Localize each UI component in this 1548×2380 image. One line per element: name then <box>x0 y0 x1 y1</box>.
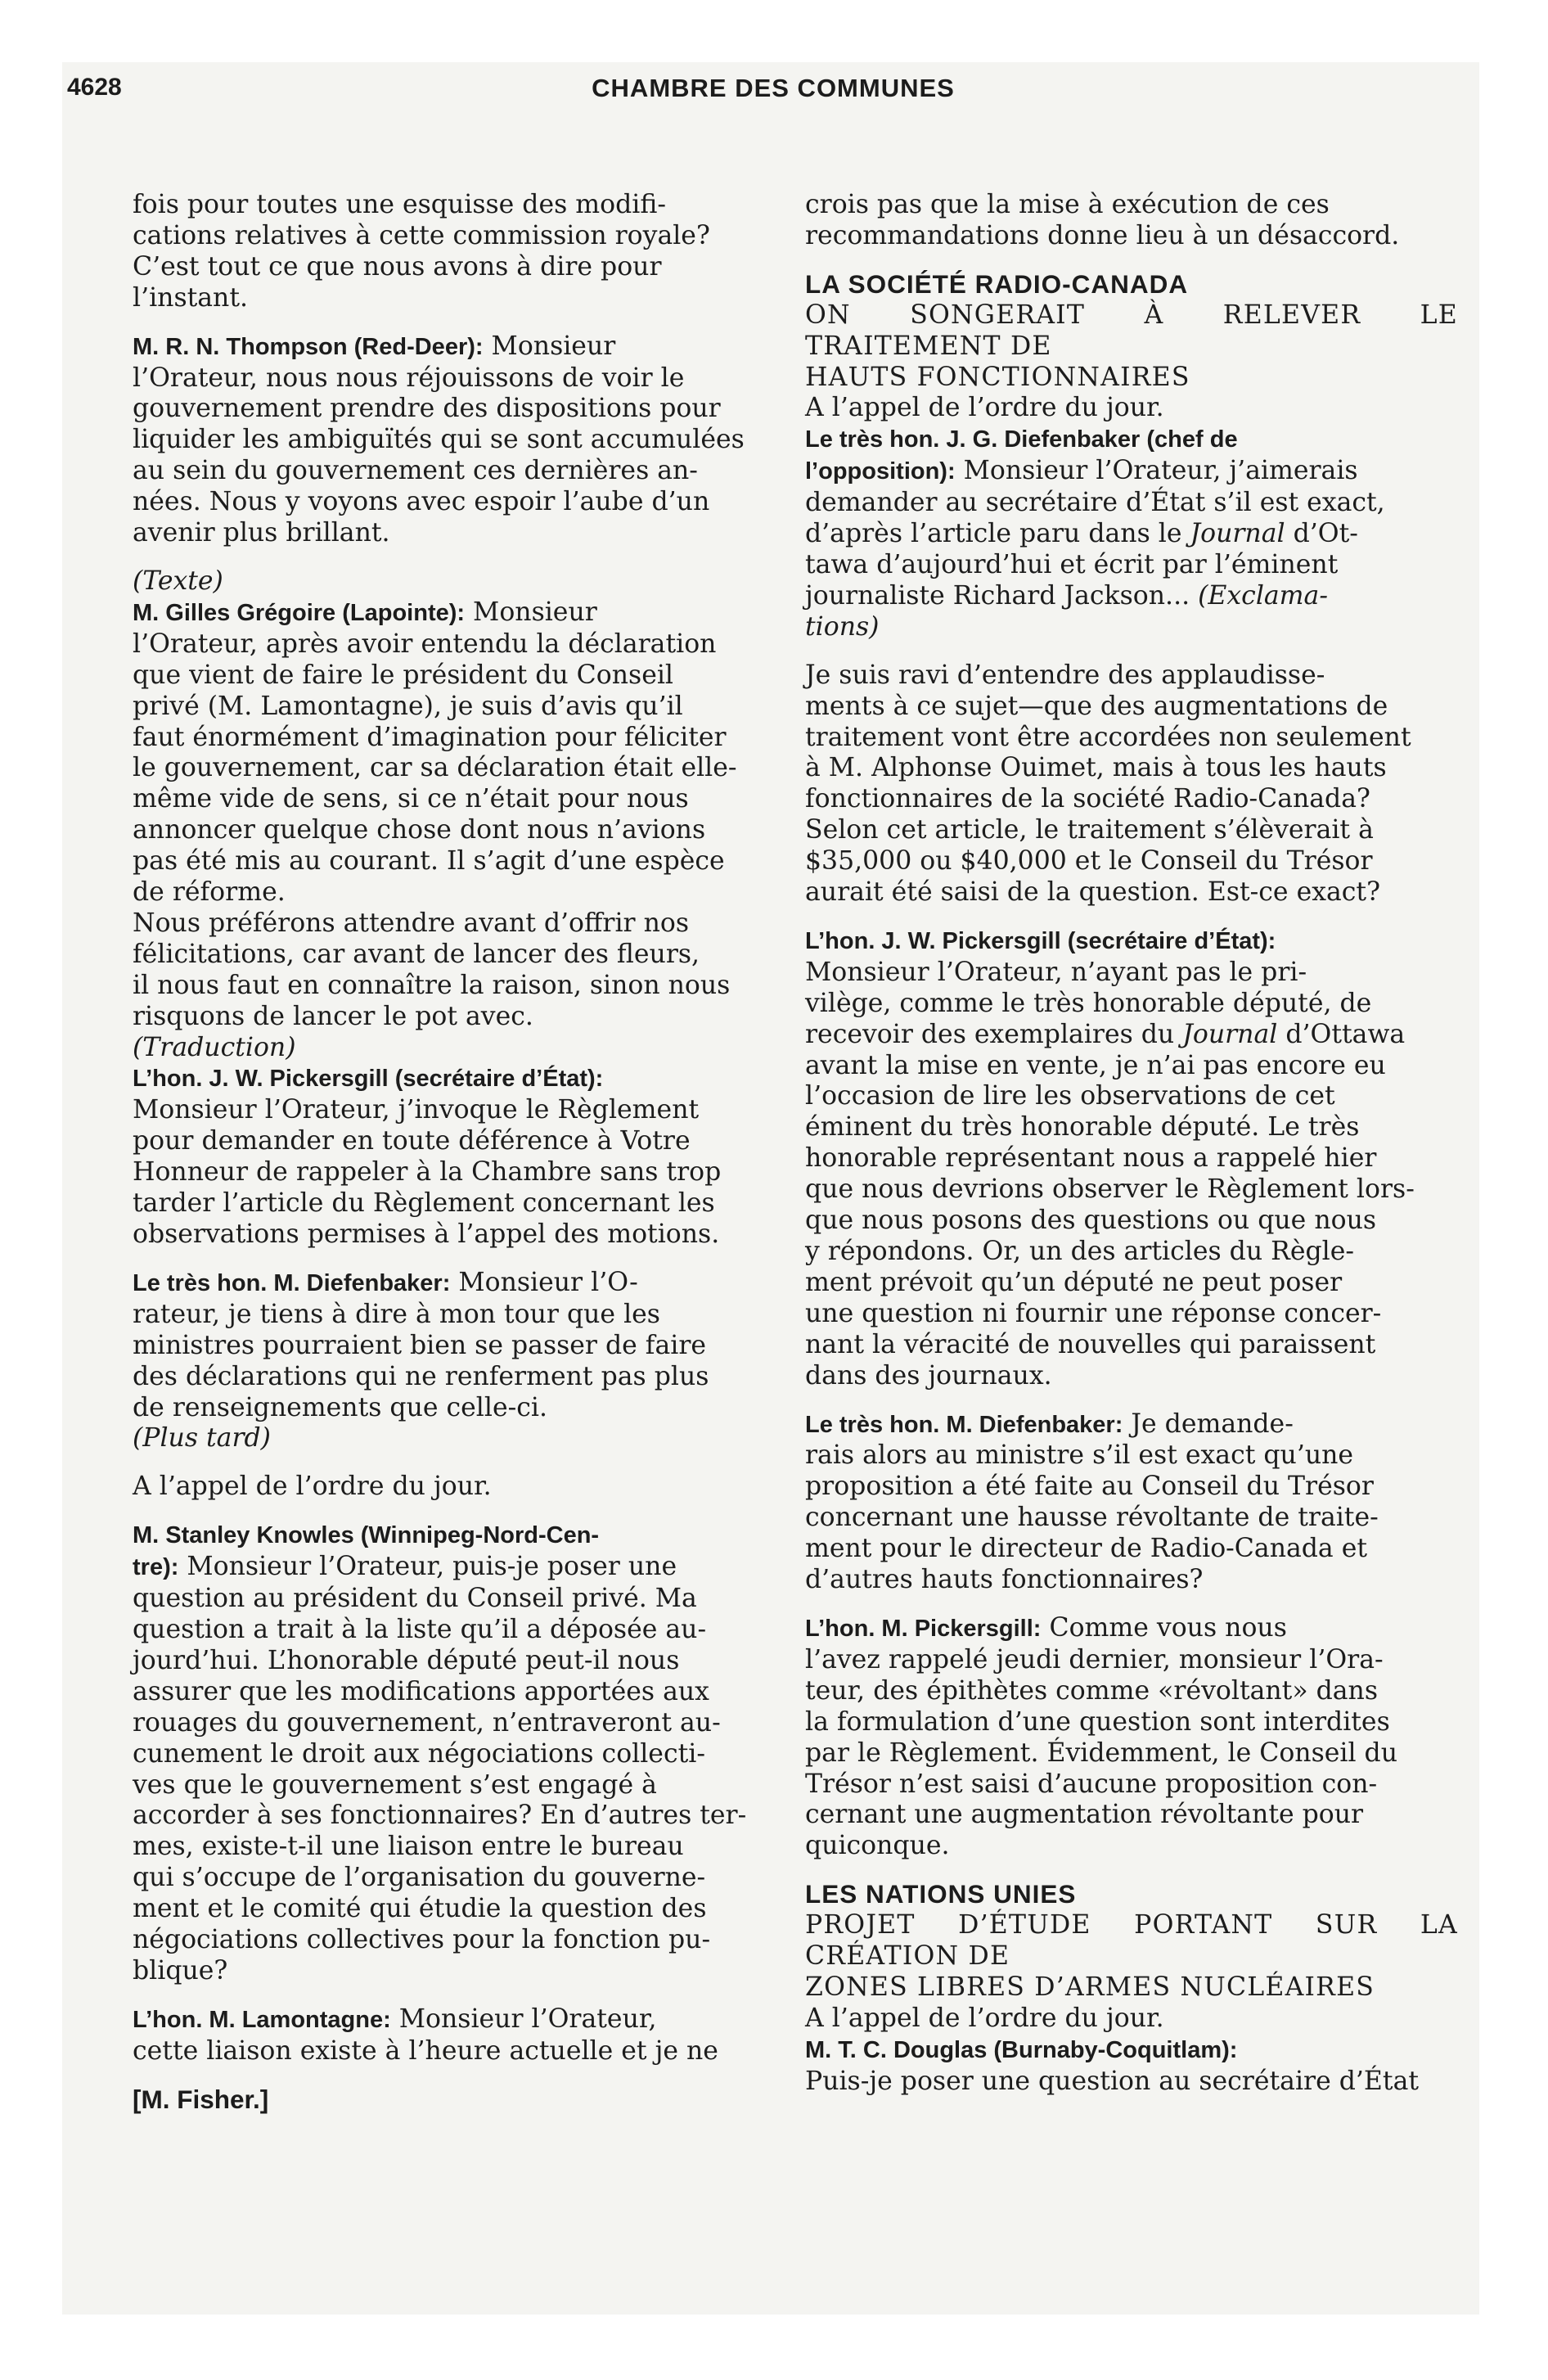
speech-text: Puis-je poser une question au secrétaire d’État <box>805 2066 1420 2096</box>
paragraph: crois pas que la mise à exécution de ces recommandations donne lieu à un désaccord. <box>805 190 1400 250</box>
speaker-name: M. T. C. Douglas (Burnaby-Coquitlam): <box>805 2036 1238 2063</box>
paragraph <box>133 2004 785 2067</box>
speech-text: d’Ottawa avant la mise en vente, je n’ai pas encore eu l’occasion de lire les observations de cet éminent du très honorable député. Le très honorable représentant nous a rappelé hier que nous devrions observer le Règlement lors- que nous posons des questions ou que nous y répondons. Or, un des articles du Règle- ment prévoit qu’un député ne peut poser une question ni fournir une réponse concer- nant la véracité de nouvelles qui paraissent dans des journaux. <box>805 1019 1415 1391</box>
speaker-name: M. Gilles Grégoire (Lapointe): <box>133 599 466 626</box>
time-note: (Plus tard) <box>133 1423 271 1454</box>
speech-text: Monsieur l’Orateur, j’invoque le Règlement pour demander en toute déférence à Votre Honneur de rappeler à la Chambre sans trop tarder l’article du Règlement concernant les observations permises à l’appel des motions. <box>133 1095 722 1249</box>
paragraph: fois pour toutes une esquisse des modifi- cations relatives à cette commission royale? C’est tout ce que nous avons à dire pour l’instant. <box>133 190 710 313</box>
section-subtitle: ON SONGERAIT À RELEVER LE TRAITEMENT DE HAUTS FONCTIONNAIRES <box>805 300 1458 392</box>
speaker-name: L’hon. J. W. Pickersgill (secrétaire d’État): <box>805 927 1276 954</box>
speech-text: Monsieur l’Orateur, puis-je poser une question au président du Conseil privé. Ma question a trait à la liste qu’il a déposée au- jourd’hui. L’honorable député peut-il nous assurer que les modifications apportées aux rouages du gouvernement, n’entraveront au- cunement le droit aux négociations collecti- ves que le gouvernement s’est engagé à accorder à ses fonctionnaires? En d’autres ter- mes, existe-t-il une liaison entre le bureau qui s’occupe de l’organisation du gouverne- ment et le comité qui étudie la question des négociations collectives pour la fonction pu- blique? <box>133 1552 747 1986</box>
paragraph: Nous préférons attendre avant d’offrir nos félicitations, car avant de lancer des fleurs, il nous faut en connaître la raison, sinon nous risquons de lancer le pot avec. <box>133 908 731 1031</box>
paragraph <box>805 2035 1458 2098</box>
interjection-note: (Exclama- tions) <box>805 580 1328 642</box>
paragraph <box>133 331 785 549</box>
paragraph <box>133 1520 785 1987</box>
paragraph <box>805 1613 1458 1862</box>
speaker-name: M. Stanley Knowles (Winnipeg-Nord-Cen- tre): <box>133 1522 600 1581</box>
speech-text: Monsieur l’Orateur, cette liaison existe à l’heure actuelle et je ne <box>133 2004 718 2066</box>
paragraph: Je suis ravi d’entendre des applaudisse- ments à ce sujet—que des augmentations de traitement vont être accordées non seulement à M. Alphonse Ouimet, mais à tous les hauts fonctionnaires de la société Radio-Canada? Selon cet article, le traitement s’élèverait à $35,000 ou $40,000 et le Conseil du Trésor aurait été saisi de la question. Est-ce exact? <box>805 660 1411 908</box>
newspaper-name: Journal <box>1182 1019 1278 1049</box>
speech-text: Monsieur l’Orateur, après avoir entendu la déclaration que vient de faire le président du Conseil privé (M. Lamontagne), je suis d’avis qu’il faut énormément d’imagination pour féliciter le gouvernement, car sa déclaration était elle- même vide de sens, si ce n’était pour nous annoncer quelque chose dont nous n’avions pas été mis au courant. Il s’agit d’une espèce de réforme. <box>133 597 737 908</box>
speaker-name: L’hon. M. Pickersgill: <box>805 1615 1042 1642</box>
speaker-name: M. R. N. Thompson (Red-Deer): <box>133 333 484 360</box>
language-note: (Texte) <box>133 566 223 596</box>
paragraph: A l’appel de l’ordre du jour. <box>805 2003 1164 2033</box>
paragraph <box>133 597 785 908</box>
paragraph <box>805 1409 1458 1596</box>
page-header <box>67 74 1479 123</box>
section-title: LES NATIONS UNIES <box>805 1879 1077 1909</box>
paragraph <box>805 424 1458 642</box>
section-title: LA SOCIÉTÉ RADIO-CANADA <box>805 268 1189 299</box>
right-column <box>805 190 1458 2098</box>
paragraph: A l’appel de l’ordre du jour. <box>805 393 1164 423</box>
page-number: 4628 <box>67 74 122 101</box>
language-note: (Traduction) <box>133 1032 296 1062</box>
speaker-name: L’hon. J. W. Pickersgill (secrétaire d’État): <box>133 1066 604 1093</box>
paragraph: A l’appel de l’ordre du jour. <box>133 1472 492 1502</box>
section-subtitle: PROJET D’ÉTUDE PORTANT SUR LA CRÉATION DE ZONES LIBRES D’ARMES NUCLÉAIRES <box>805 1910 1458 2002</box>
newspaper-name: Journal <box>1190 519 1285 549</box>
speaker-name: L’hon. M. Lamontagne: <box>133 2006 391 2033</box>
speech-text: Monsieur l’Orateur, n’ayant pas le pri- vilège, comme le très honorable député, de recevoir des exemplaires du <box>805 957 1372 1049</box>
speaker-name: Le très hon. M. Diefenbaker: <box>805 1411 1123 1438</box>
paragraph <box>805 926 1458 1392</box>
speaker-name: Le très hon. J. G. Diefenbaker (chef de l’opposition): <box>805 426 1238 485</box>
paragraph <box>133 1268 785 1424</box>
speech-text: Comme vous nous l’avez rappelé jeudi dernier, monsieur l’Ora- teur, des épithètes comme «révoltant» dans la formulation d’une question sont interdites par le Règlement. Évidemment, le Conseil du Trésor n’est saisi d’aucune proposition con- cernant une augmentation révoltante pour quiconque. <box>805 1612 1397 1861</box>
speaker-name: Le très hon. M. Diefenbaker: <box>133 1269 451 1296</box>
speech-text: Je demande- rais alors au ministre s’il est exact qu’une proposition a été faite au Conseil du Trésor concernant une hausse révoltante de traite- ment pour le directeur de Radio-Canada et d’autres hauts fonctionnaires? <box>805 1409 1379 1595</box>
running-head: CHAMBRE DES COMMUNES <box>592 74 955 102</box>
paragraph <box>133 1063 785 1250</box>
speech-text: Monsieur l’O- rateur, je tiens à dire à mon tour que les ministres pourraient bien se passer de faire des déclarations qui ne renferment pas plus de renseignements que celle-ci. <box>133 1267 709 1422</box>
left-column <box>133 190 785 2116</box>
speech-text: Monsieur l’Orateur, j’aimerais demander au secrétaire d’État s’il est exact, d’après l’article paru dans le <box>805 456 1385 549</box>
page-signoff: [M. Fisher.] <box>133 2084 269 2114</box>
speech-text: d’Ot- tawa d’aujourd’hui et écrit par l’éminent journaliste Richard Jackson... <box>805 519 1358 611</box>
speech-text: Monsieur l’Orateur, nous nous réjouissons de voir le gouvernement prendre des dispositions pour liquider les ambiguïtés qui se sont accumulées au sein du gouvernement ces dernières an- nées. Nous y voyons avec espoir l’aube d’un avenir plus brillant. <box>133 331 745 548</box>
